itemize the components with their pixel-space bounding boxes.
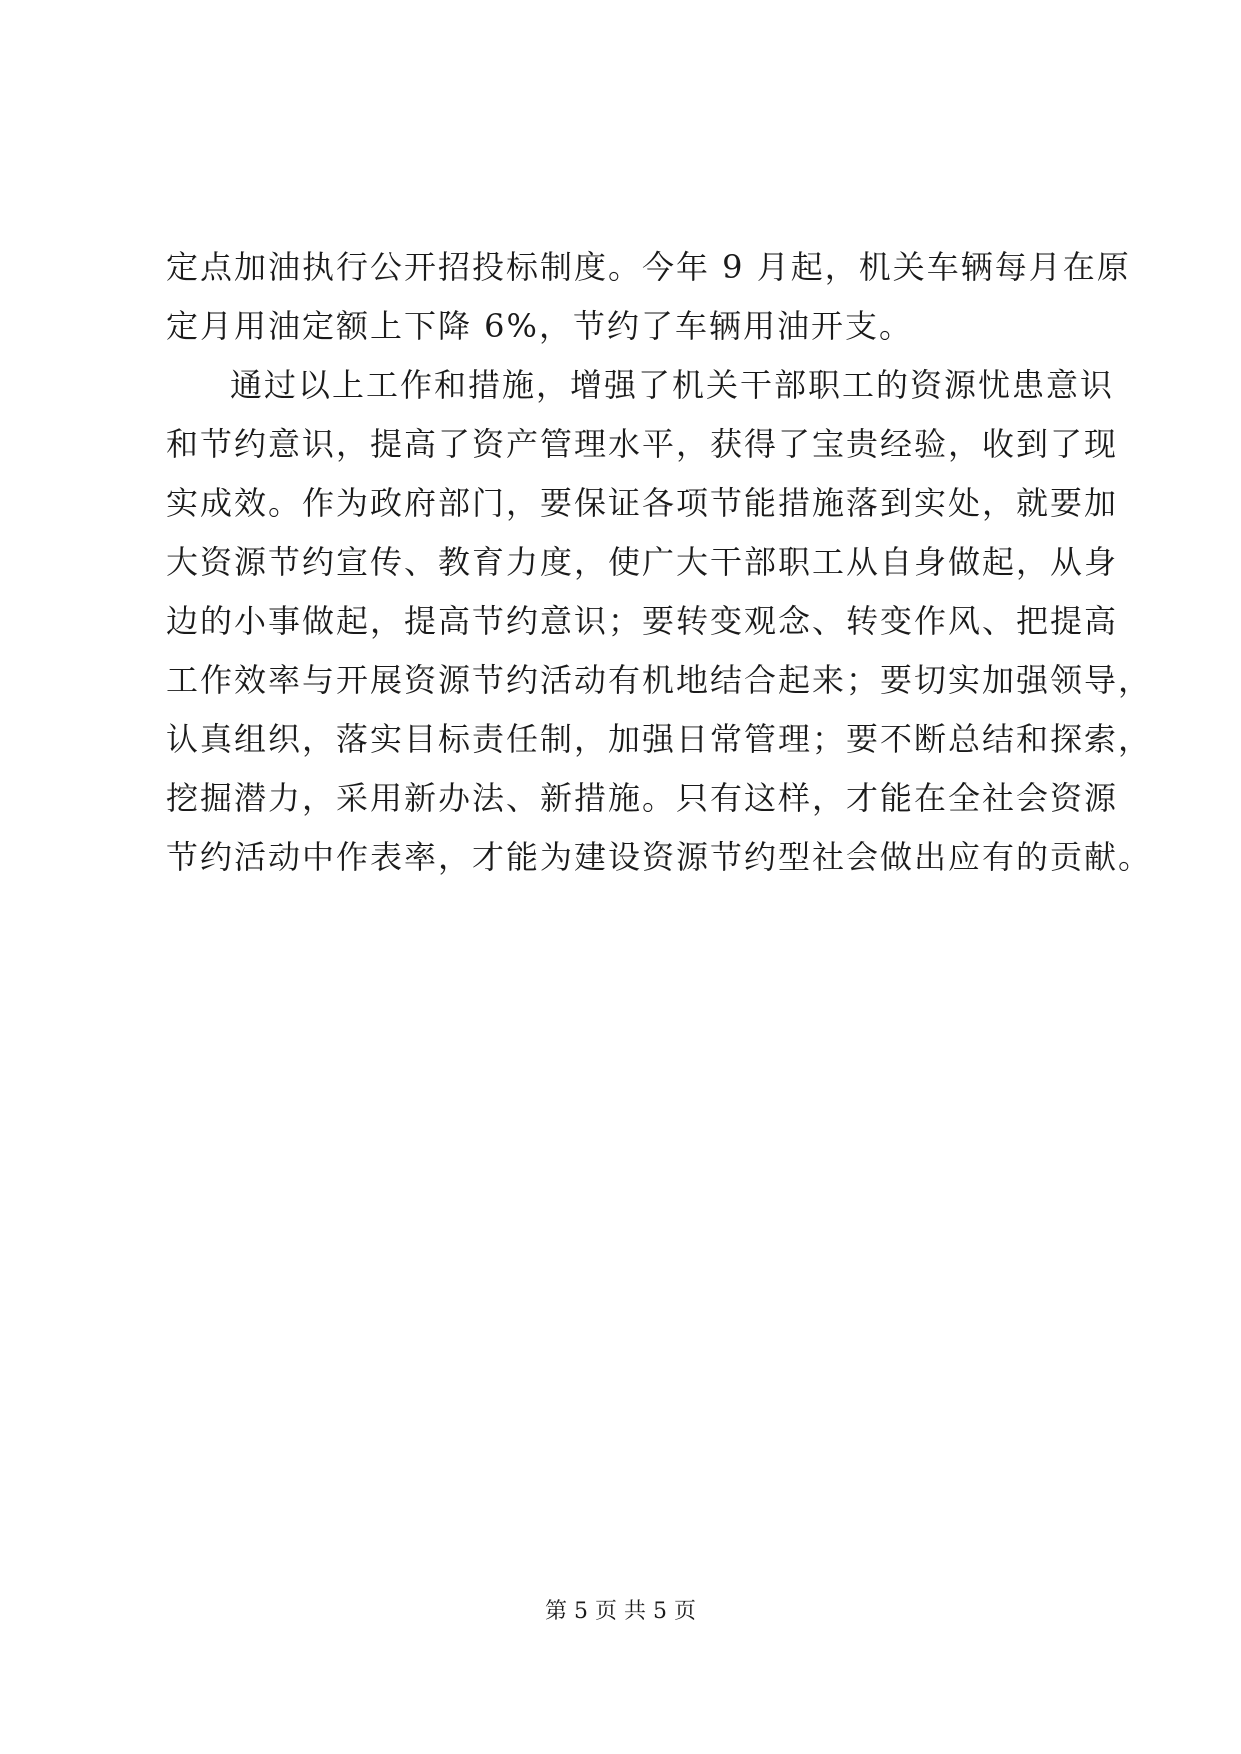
paragraph-1-line-1: 定点加油执行公开招投标制度。今年 9 月起，机关车辆每月在原 [166,248,1131,286]
paragraph-2-line-2: 和节约意识，提高了资产管理水平，获得了宝贵经验，收到了现 [166,425,1119,463]
paragraph-1-line-2: 定月用油定额上下降 6%，节约了车辆用油开支。 [166,307,913,345]
paragraph-2-line-4: 大资源节约宣传、教育力度，使广大干部职工从自身做起，从身 [166,543,1119,581]
paragraph-2-line-1: 通过以上工作和措施，增强了机关干部职工的资源忧患意识 [230,366,1115,404]
document-body [166,238,1153,887]
paragraph-2-line-5: 边的小事做起，提高节约意识；要转变观念、转变作风、把提高 [166,602,1119,640]
paragraph-2-line-3: 实成效。作为政府部门，要保证各项节能措施落到实处，就要加 [166,484,1119,522]
paragraph-2-line-8: 挖掘潜力，采用新办法、新措施。只有这样，才能在全社会资源 [166,779,1119,817]
page-number-footer: 第 5 页 共 5 页 [545,1599,696,1624]
paragraph-2-line-9: 节约活动中作表率，才能为建设资源节约型社会做出应有的贡献。 [166,838,1153,876]
paragraph-2-line-7: 认真组织，落实目标责任制，加强日常管理；要不断总结和探索， [166,720,1153,758]
paragraph-2-line-6: 工作效率与开展资源节约活动有机地结合起来；要切实加强领导， [166,661,1153,699]
